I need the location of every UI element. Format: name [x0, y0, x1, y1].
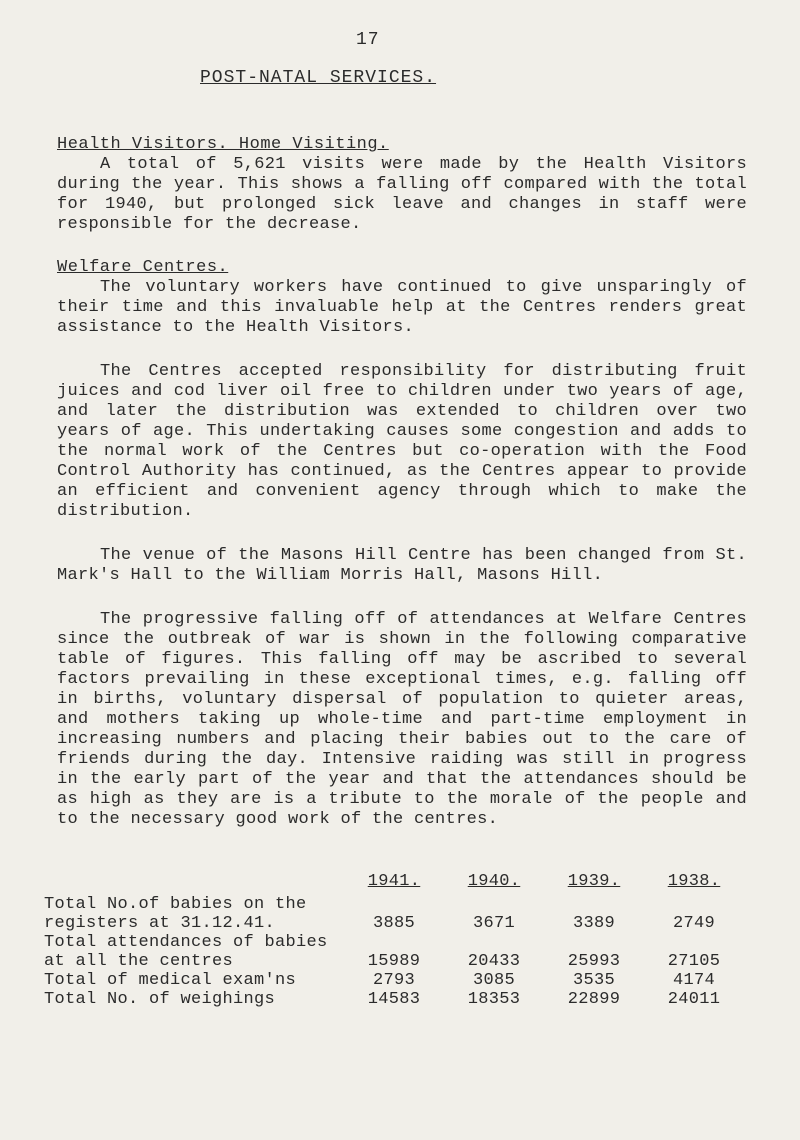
table-cell: 3671: [472, 914, 515, 933]
table-cell: 27105: [667, 952, 721, 971]
paragraph: The Centres accepted responsibility for distributing fruit juices and cod liver oil free to children under two years of age, and later the distribution was extended to children over two years of age. This undertaking causes some congestion and adds to the normal work of the Centres but co-operation with the Food Control Authority has continued, as the Centres appear to provide an efficient and convenient agency through which to make the distribution.: [57, 362, 747, 521]
table-cell: 3389: [572, 914, 615, 933]
table-cell: 3535: [572, 971, 615, 990]
section-welfare-centres-body: [57, 278, 747, 830]
table-row: [44, 971, 744, 990]
row-label: Total of medical exam'ns: [44, 971, 297, 990]
paragraph: A total of 5,621 visits were made by the Health Visitors during the year. This shows a falling off compared with the total for 1940, but prolonged sick leave and changes in staff were responsible for the decrease.: [57, 155, 747, 234]
paragraph: The progressive falling off of attendances at Welfare Centres since the outbreak of war is shown in the following comparative table of figures. This falling off may be ascribed to several factors prevailing in these exceptional times, e.g. falling off in births, voluntary dispersal of population to quieter areas, and mothers taking up whole-time and part-time employment in increasing numbers and placing their babies out to the care of friends during the day. Intensive raiding was still in progress in the early part of the year and that the attendances should be as high as they are is a tribute to the morale of the people and to the necessary good work of the centres.: [57, 610, 747, 829]
row-label: Total No.of babies on the registers at 31.12.41.: [44, 895, 307, 933]
table-row: [44, 933, 744, 971]
table-row: [44, 990, 744, 1009]
table-row: [44, 891, 744, 933]
table-cell: 3085: [472, 971, 515, 990]
table-cell: 24011: [667, 990, 721, 1009]
table-header-row: [44, 872, 744, 891]
table-cell: 14583: [367, 990, 421, 1009]
table-cell: 2793: [372, 971, 415, 990]
column-header-year: 1940.: [467, 872, 521, 891]
section-heading-health-visitors: Health Visitors. Home Visiting.: [57, 135, 389, 154]
row-label: Total attendances of babies at all the centres: [44, 933, 328, 971]
page-number: 17: [356, 30, 380, 50]
comparative-attendance-table: [44, 872, 744, 1009]
column-header-year: 1941.: [367, 872, 421, 891]
table-cell: 22899: [567, 990, 621, 1009]
table-cell: 18353: [467, 990, 521, 1009]
column-header-year: 1939.: [567, 872, 621, 891]
table-cell: 4174: [672, 971, 715, 990]
column-header-year: 1938.: [667, 872, 721, 891]
section-health-visitors-body: [57, 155, 747, 235]
row-label: Total No. of weighings: [44, 990, 276, 1009]
table-cell: 25993: [567, 952, 621, 971]
page-title: POST-NATAL SERVICES.: [200, 68, 437, 88]
paragraph: The voluntary workers have continued to give unsparingly of their time and this invaluable help at the Centres renders great assistance to the Health Visitors.: [57, 278, 747, 337]
section-heading-welfare-centres: Welfare Centres.: [57, 258, 229, 277]
table-cell: 20433: [467, 952, 521, 971]
table-cell: 2749: [672, 914, 715, 933]
table-cell: 3885: [372, 914, 415, 933]
paragraph: The venue of the Masons Hill Centre has been changed from St. Mark's Hall to the William Morris Hall, Masons Hill.: [57, 546, 747, 585]
table-cell: 15989: [367, 952, 421, 971]
